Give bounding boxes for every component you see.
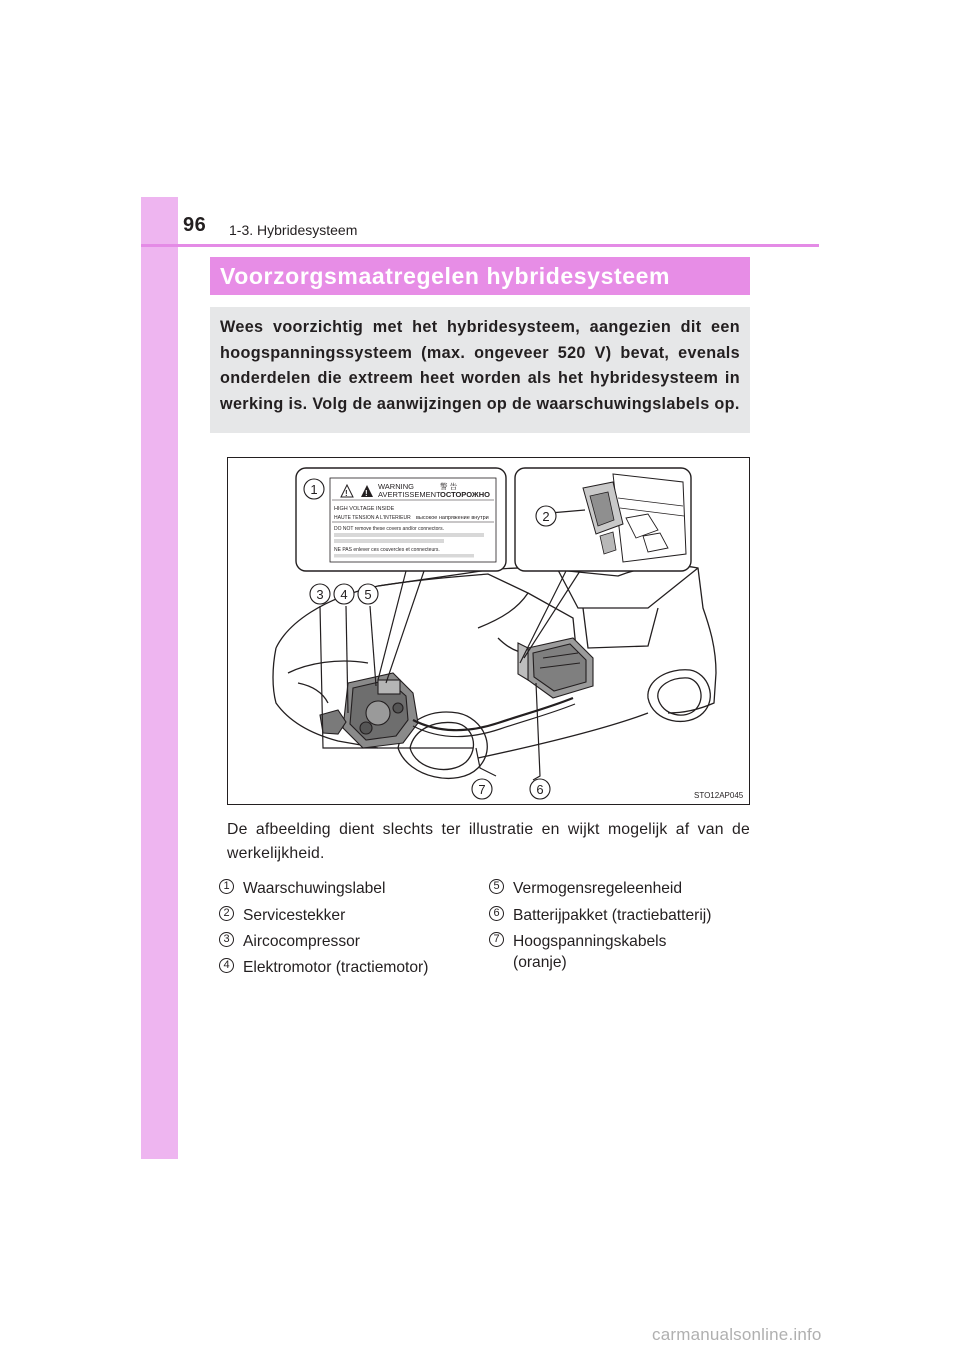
hv-cables (413, 698, 575, 737)
header-rule (141, 244, 819, 247)
legend-number: 1 (219, 879, 234, 894)
callout-4-number: 4 (340, 587, 348, 602)
figure-caption: De afbeelding dient slechts ter illustratie en wijkt mogelijk af van de werkelijkheid. (227, 821, 750, 862)
side-tab-band (141, 197, 178, 1159)
legend-number: 7 (489, 932, 504, 947)
legend-label: Hoogspanningskabels (513, 933, 667, 950)
callout-6-number: 6 (536, 782, 544, 797)
label-haute-tension: HAUTE TENSION A L'INTERIEUR (334, 515, 411, 521)
callout-5-number: 5 (364, 587, 372, 602)
legend-number: 6 (489, 906, 504, 921)
hybrid-transaxle (320, 673, 418, 748)
legend-label: Servicestekker (243, 907, 346, 924)
intro-box (210, 307, 750, 433)
legend-label: Batterijpakket (tractiebatterij) (513, 907, 712, 924)
label-ne-pas: NE PAS enlever ces couvercles et connecteurs. (334, 547, 440, 553)
page-number: 96 (183, 214, 207, 236)
label-ru-voltage: высокое напряжение внутри (416, 515, 489, 521)
legend-label: Waarschuwingslabel (243, 880, 386, 897)
label-avertissement: AVERTISSEMENT (378, 490, 441, 499)
legend-label: Vermogensregeleenheid (513, 880, 683, 897)
legend-number: 2 (219, 906, 234, 921)
intro-text: Wees voorzichtig met het hybridesysteem, aangezien dit een hoogspanningssysteem (max. ongeveer 520 V) bevat, evenals onderdelen die extreem heet worden als het hybridesysteem in werking is. Volg de aanwijzingen op de waarschuwingslabels op. (220, 318, 740, 413)
section-title: 1-3. Hybridesysteem (229, 222, 358, 238)
legend-label: Elektromotor (tractiemotor) (243, 959, 429, 976)
callout-7-number: 7 (478, 782, 486, 797)
page-title: Voorzorgsmaatregelen hybridesysteem (210, 257, 750, 295)
svg-text:!: ! (345, 489, 348, 498)
callout-1-number: 1 (310, 482, 318, 497)
label-warning: WARNING (378, 482, 414, 491)
legend-number: 3 (219, 932, 234, 947)
svg-text:!: ! (365, 489, 368, 498)
watermark: carmanualsonline.info (652, 1325, 822, 1344)
hybrid-system-illustration (227, 457, 750, 805)
label-jp-warning: 警 告 (440, 482, 458, 491)
callout-3-number: 3 (316, 587, 324, 602)
battery-pack-drawing (518, 638, 593, 698)
legend-number: 5 (489, 879, 504, 894)
warning-label-inset (296, 468, 506, 571)
legend-label-continued: (oranje) (513, 954, 567, 971)
label-do-not-remove: DO NOT remove these covers and/or connectors. (334, 526, 444, 532)
callout-2-number: 2 (542, 509, 550, 524)
legend-label: Aircocompressor (243, 933, 360, 950)
legend-number: 4 (219, 958, 234, 973)
label-ru-warning: ОСТОРОЖНО (440, 490, 490, 499)
label-high-voltage: HIGH VOLTAGE INSIDE (334, 506, 395, 512)
figure-code: STO12AP045 (694, 791, 744, 800)
